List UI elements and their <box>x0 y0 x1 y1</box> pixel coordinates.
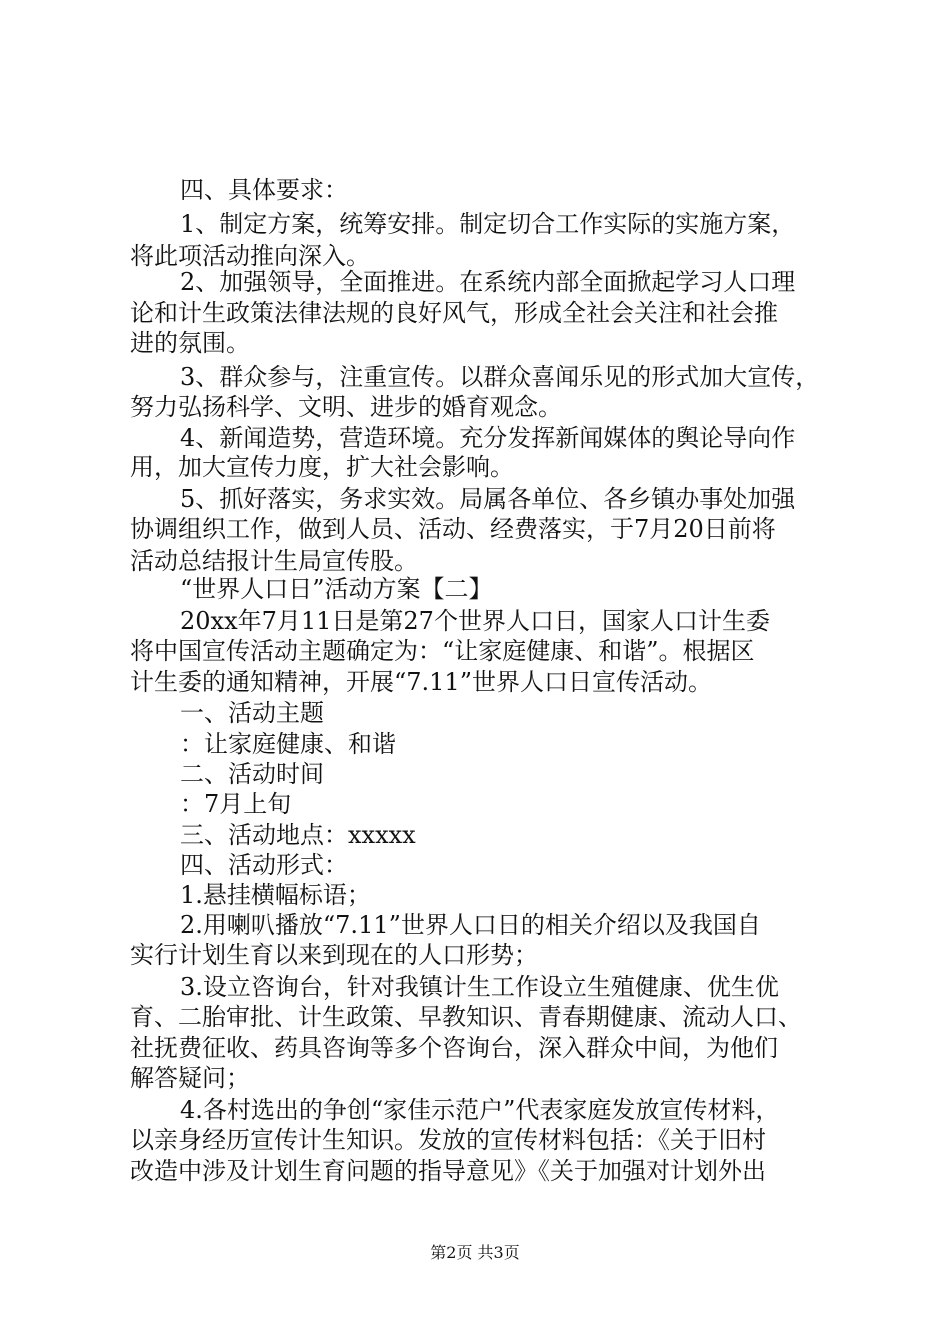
page-number-label: 第2页 共3页 <box>430 1243 520 1262</box>
text-line: 育、二胎审批、计生政策、早教知识、青春期健康、流动人口、 <box>130 1003 802 1031</box>
text-line: 计生委的通知精神，开展“7.11”世界人口日宣传活动。 <box>130 668 712 696</box>
text-line: 1.悬挂横幅标语； <box>180 881 371 909</box>
section-heading: “世界人口日”活动方案【二】 <box>180 575 493 603</box>
text-line: 1、制定方案，统筹安排。制定切合工作实际的实施方案， <box>180 210 796 238</box>
page-footer <box>0 1243 950 1263</box>
text-line: 3.设立咨询台，针对我镇计生工作设立生殖健康、优生优 <box>180 973 779 1001</box>
text-line: ：让家庭健康、和谐 <box>180 730 396 758</box>
text-line: 二、活动时间 <box>180 760 324 788</box>
text-line: 2、加强领导，全面推进。在系统内部全面掀起学习人口理 <box>180 268 796 296</box>
text-line: 进的氛围。 <box>130 329 250 357</box>
text-line: 4、新闻造势，营造环境。充分发挥新闻媒体的舆论导向作 <box>180 424 796 452</box>
text-line: 解答疑问； <box>130 1064 250 1092</box>
text-line: 将此项活动推向深入。 <box>130 242 370 270</box>
text-line: 20xx年7月11日是第27个世界人口日，国家人口计生委 <box>180 607 770 635</box>
text-line: ：7月上旬 <box>180 790 292 818</box>
text-line: 四、具体要求： <box>180 176 348 204</box>
text-line: 活动总结报计生局宣传股。 <box>130 547 418 575</box>
text-line: 5、抓好落实，务求实效。局属各单位、各乡镇办事处加强 <box>180 485 796 513</box>
text-line: 4.各村选出的争创“家佳示范户”代表家庭发放宣传材料， <box>180 1096 780 1124</box>
text-line: 实行计划生育以来到现在的人口形势； <box>130 941 538 969</box>
text-line: 论和计生政策法律法规的良好风气，形成全社会关注和社会推 <box>130 299 778 327</box>
text-line: 一、活动主题 <box>180 699 324 727</box>
text-line: 将中国宣传活动主题确定为：“让家庭健康、和谐”。根据区 <box>130 637 755 665</box>
text-line: 改造中涉及计划生育问题的指导意见》《关于加强对计划外出 <box>130 1157 766 1185</box>
text-line: 协调组织工作，做到人员、活动、经费落实，于7月20日前将 <box>130 515 776 543</box>
text-line: 努力弘扬科学、文明、进步的婚育观念。 <box>130 393 562 421</box>
text-line: 2.用喇叭播放“7.11”世界人口日的相关介绍以及我国自 <box>180 911 761 939</box>
text-line: 用，加大宣传力度，扩大社会影响。 <box>130 453 514 481</box>
text-line: 社抚费征收、药具咨询等多个咨询台，深入群众中间，为他们 <box>130 1034 778 1062</box>
text-line: 以亲身经历宣传计生知识。发放的宣传材料包括：《关于旧村 <box>130 1126 766 1154</box>
text-line: 3、群众参与，注重宣传。以群众喜闻乐见的形式加大宣传， <box>180 363 820 391</box>
text-line: 四、活动形式： <box>180 851 348 879</box>
text-line: 三、活动地点：xxxxx <box>180 821 416 849</box>
